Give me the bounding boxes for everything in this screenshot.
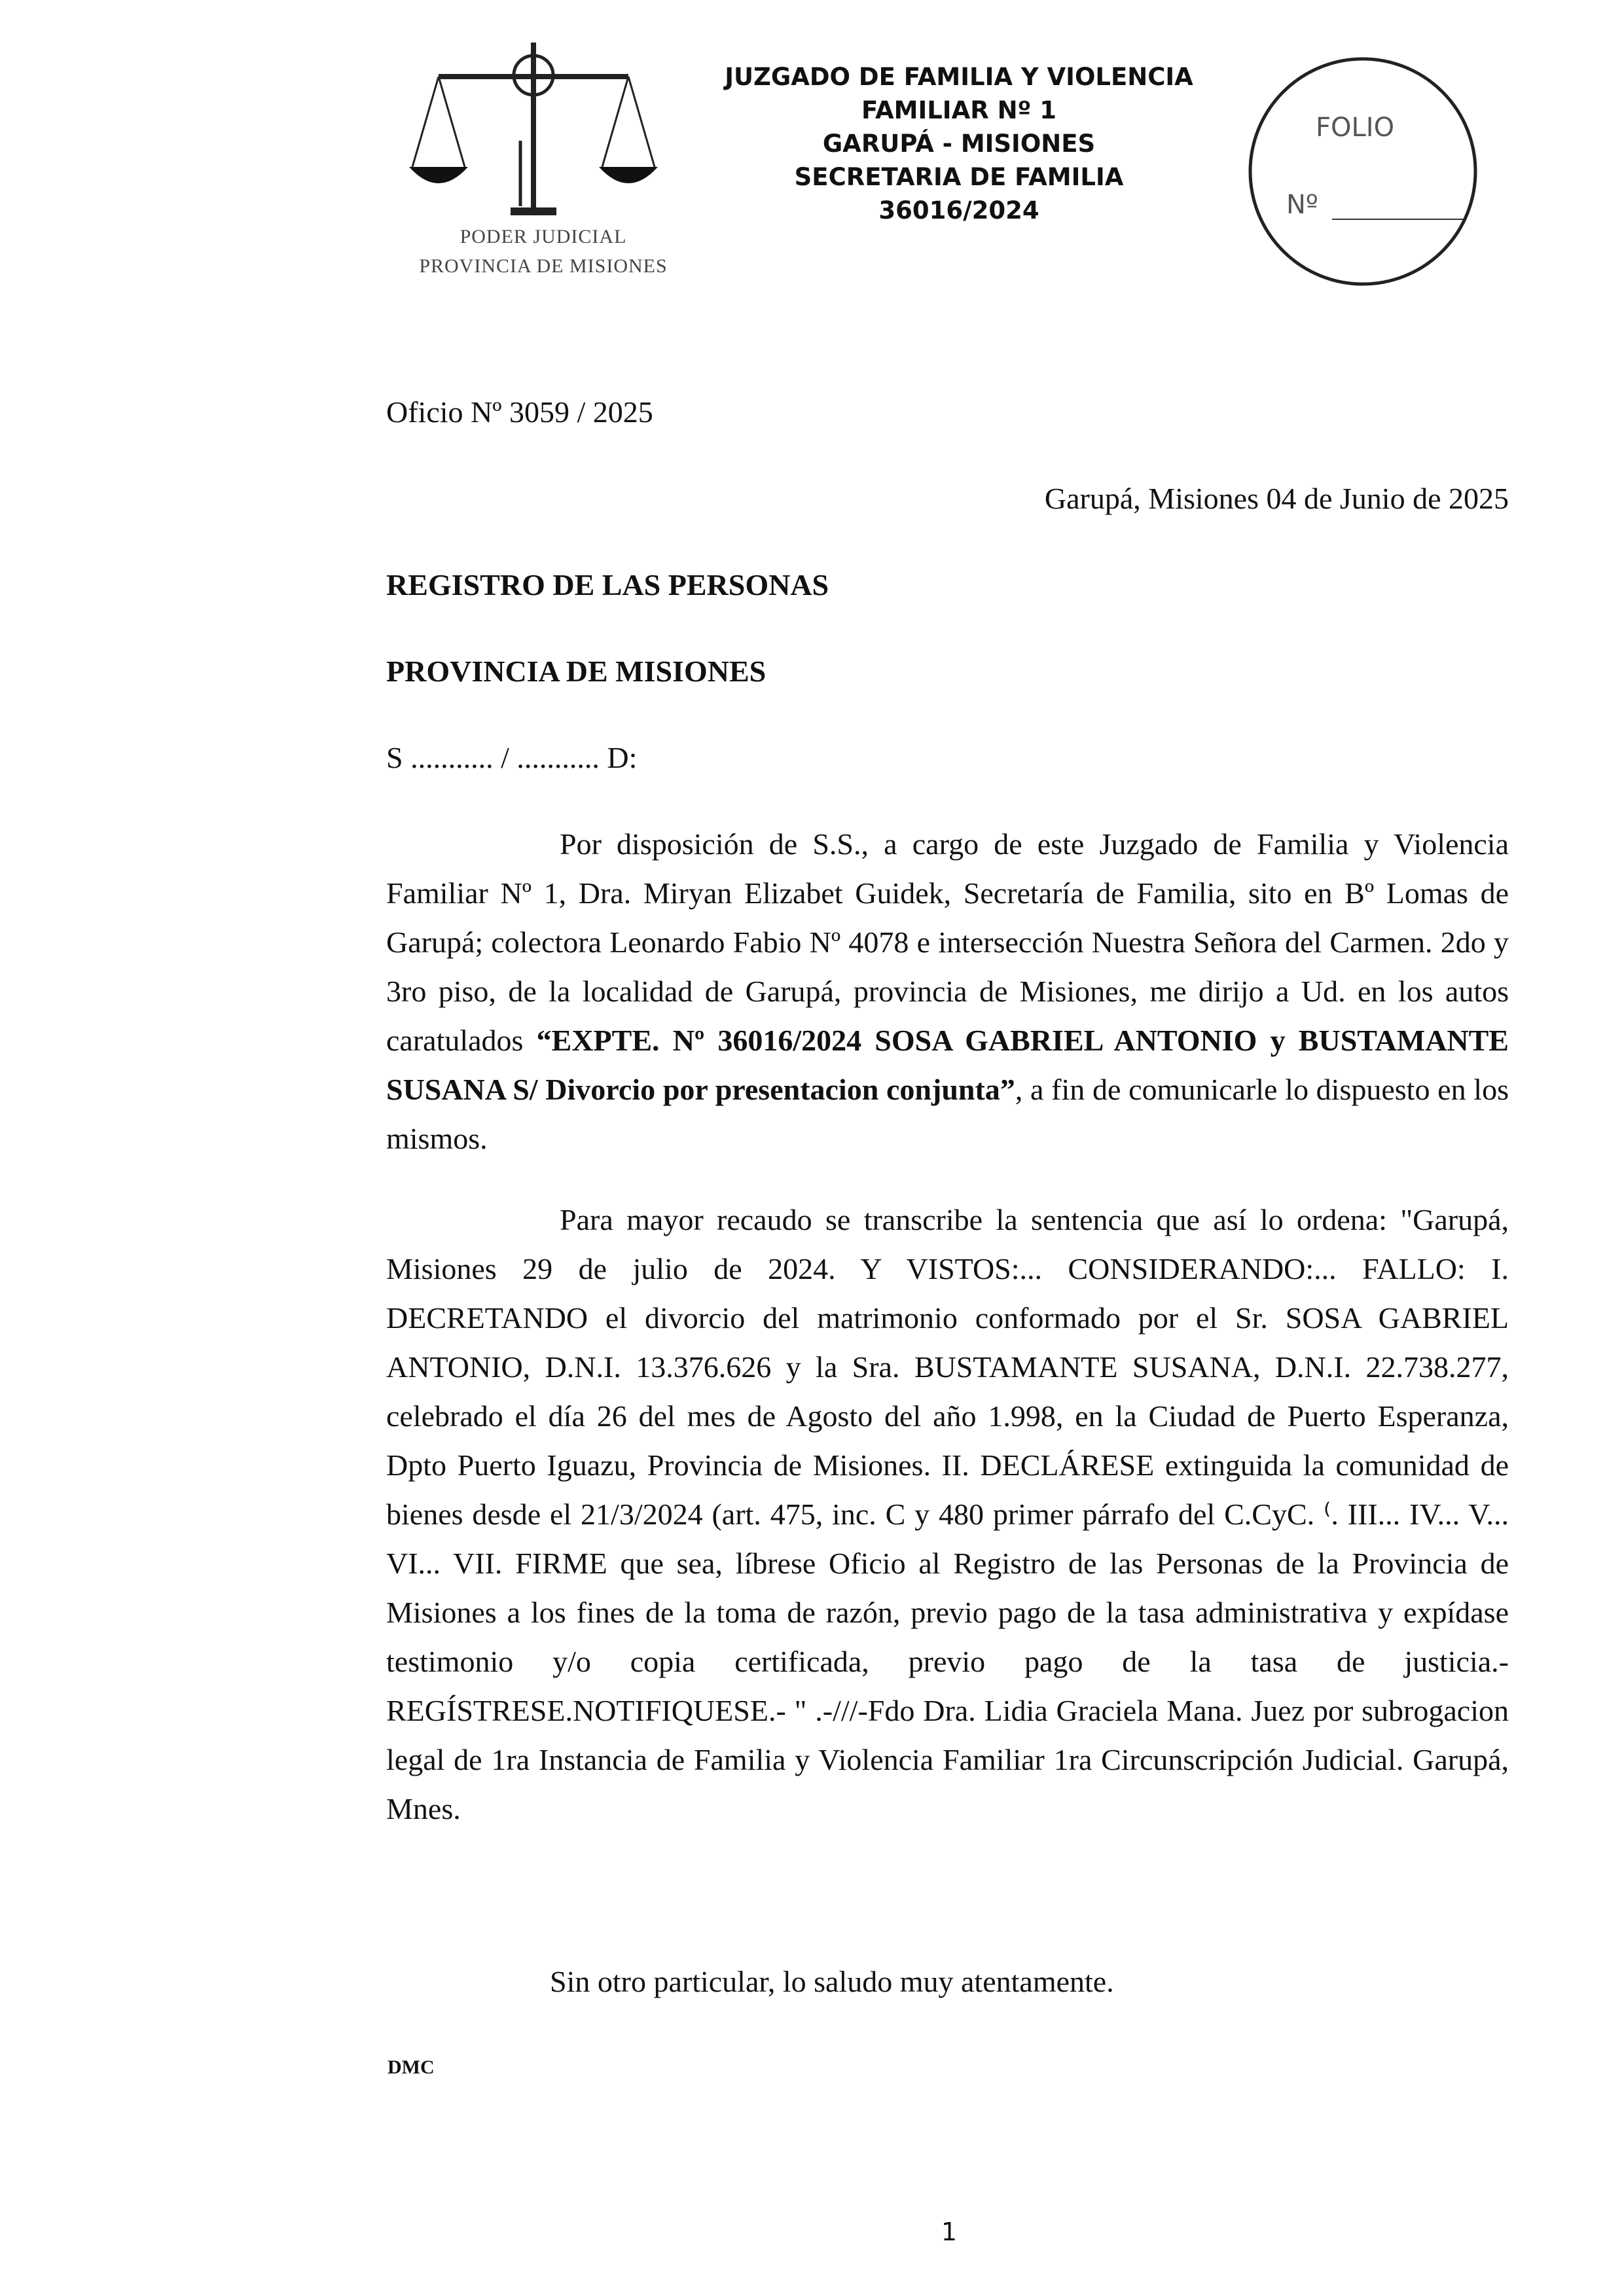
- case-caption: “EXPTE. Nº 36016/2024 SOSA GABRIEL ANTONIO y BUSTAMANTE SUSANA S/ Divorcio por presentacion conjunta”: [386, 1024, 1509, 1106]
- case-number: 36016/2024: [878, 196, 1039, 224]
- paragraph2-glyph: ⁽.: [1324, 1498, 1339, 1531]
- paragraph-disposition: [386, 819, 1509, 1163]
- recipient-line2: PROVINCIA DE MISIONES: [386, 655, 767, 688]
- oficio-reference: Oficio Nº 3059 / 2025: [386, 395, 653, 429]
- court-header: [707, 60, 1211, 227]
- paragraph2-part1: Para mayor recaudo se transcribe la sentencia que así lo ordena: "Garupá, Misiones 29 de julio de 2024. Y VISTOS:... CONSIDERANDO:... FALLO: I. DECRETANDO el divorcio del matrimonio conformado por el Sr. SOSA GABRIEL ANTONIO, D.N.I. 13.376.626 y la Sra. BUSTAMANTE SUSANA, D.N.I. 22.738.277, celebrado el día 26 del mes de Agosto del año 1.998, en la Ciudad de Puerto Esperanza, Dpto Puerto Iguazu, Provincia de Misiones. II. DECLÁRESE extinguida la comunidad de bienes desde el 21/3/2024 (art. 475, inc. C y 480 primer párrafo del C.CyC.: [386, 1203, 1509, 1531]
- document-date: Garupá, Misiones 04 de Junio de 2025: [1044, 482, 1509, 515]
- folio-number-label: Nº: [1286, 190, 1318, 220]
- court-header-line4: SECRETARIA DE FAMILIA: [794, 163, 1124, 191]
- paragraph2-part2: III... IV... V... VI... VII. FIRME que sea, líbrese Oficio al Registro de las Personas de la Provincia de Misiones a los fines de la toma de razón, previo pago de la tasa administrativa y expídase testimonio y/o copia certificada, previo pago de la tasa de justicia.- REGÍSTRESE.NOTIFIQUESE.- " .-///-Fdo Dra. Lidia Graciela Mana. Juez por subrogacion legal de 1ra Instancia de Familia y Violencia Familiar 1ra Circunscripción Judicial. Garupá, Mnes.: [386, 1498, 1509, 1825]
- paragraph-sentence: [386, 1195, 1509, 1833]
- logo-caption-line1: PODER JUDICIAL: [460, 226, 627, 247]
- closing-line: Sin otro particular, lo saludo muy atentamente.: [550, 1965, 1114, 1998]
- paragraph1-intro: Por disposición de S.S., a cargo de este Juzgado de Familia y Violencia Familiar Nº 1, Dra. Miryan Elizabet Guidek, Secretaría de Familia, sito en Bº Lomas de Garupá; colectora Leonardo Fabio Nº 4078 e intersección Nuestra Señora del Carmen. 2do y 3ro piso, de la localidad de Garupá, provincia de Misiones, me dirijo a Ud. en los autos caratulados: [386, 827, 1509, 1057]
- folio-label: FOLIO: [1316, 113, 1395, 143]
- court-header-line2: FAMILIAR Nº 1: [861, 96, 1057, 124]
- court-header-line3: GARUPÁ - MISIONES: [822, 130, 1096, 158]
- court-header-line1: JUZGADO DE FAMILIA Y VIOLENCIA: [725, 63, 1193, 91]
- author-initials: DMC: [388, 2056, 435, 2078]
- folio-stamp: [1247, 56, 1479, 288]
- page-number: 1: [941, 2217, 958, 2246]
- recipient-line1: REGISTRO DE LAS PERSONAS: [386, 568, 829, 601]
- paragraph1-outro: , a fin de comunicarle lo dispuesto en los mismos.: [386, 1073, 1509, 1155]
- folio-number-line: [1332, 219, 1463, 220]
- logo-caption-line2: PROVINCIA DE MISIONES: [419, 255, 668, 277]
- salutation: S ........... / ........... D:: [386, 741, 638, 774]
